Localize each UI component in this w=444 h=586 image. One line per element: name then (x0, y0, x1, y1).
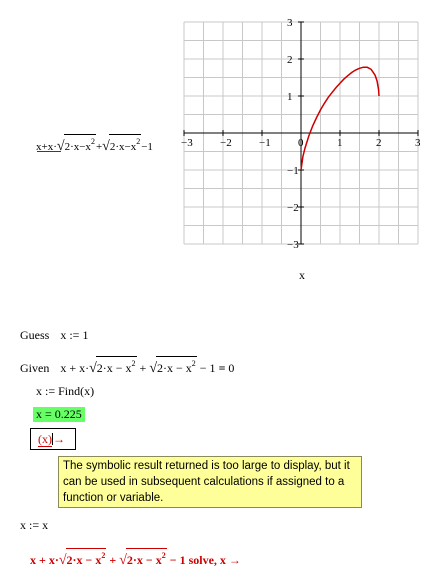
x-tick-label: 1 (337, 137, 343, 149)
x-tick-label: 3 (415, 137, 421, 149)
x-tick-label: 0 (298, 137, 304, 149)
x-tick-label: −1 (259, 137, 271, 149)
symbolic-result-tooltip: The symbolic result returned is too large to display, but it can be used in subsequent calculations if assigned to a function or variable. (58, 456, 362, 508)
y-tick-label: −3 (287, 239, 299, 251)
find-assignment[interactable]: x := Find(x) (36, 384, 95, 398)
guess-line[interactable] (20, 328, 88, 343)
guess-keyword: Guess (20, 328, 50, 342)
y-tick-label: −2 (287, 202, 299, 214)
plot-axes (184, 22, 418, 244)
radicand: $2\cdot x-x^2$ (64, 134, 96, 154)
expr-part: + (95, 141, 103, 153)
y-expression-underline (37, 151, 61, 152)
expr-part: x+x· (36, 141, 57, 153)
sqrt-symbol-icon: √ (149, 361, 158, 376)
symbolic-arrow-icon: → (53, 432, 65, 446)
y-tick-label: 2 (287, 54, 293, 66)
x-tick-label: 2 (376, 137, 382, 149)
given-equation: $x + x\cdot√2\cdot x - x^2 + √2\cdot x - x^2 - 1 = 0$ (60, 361, 234, 375)
solve-line[interactable]: $x + x\cdot√2\cdot x - x^2 + √2\cdot x - x^2 - 1$ solve, x → (30, 548, 241, 569)
y-tick-label: 3 (287, 17, 293, 29)
y-tick-label: −1 (287, 165, 299, 177)
expr-part: −1 (141, 141, 153, 153)
given-line[interactable] (20, 356, 234, 377)
symbolic-arrow-icon: → (228, 553, 241, 567)
sqrt-symbol-icon: √ (119, 553, 127, 568)
guess-assignment: x := 1 (60, 328, 89, 342)
x-tick-label: −3 (181, 137, 193, 149)
sqrt-symbol-icon: √ (89, 361, 97, 376)
reassign-line[interactable]: x := x (20, 518, 49, 532)
sqrt-symbol-icon: √ (56, 139, 65, 154)
sqrt-symbol-icon: √ (102, 139, 110, 154)
plot-area[interactable] (170, 10, 434, 260)
radicand: $2\cdot x-x^2$ (109, 134, 141, 154)
sqrt-symbol-icon: √ (58, 553, 67, 568)
plot-x-label[interactable]: x (299, 268, 305, 282)
y-tick-label: 1 (287, 91, 293, 103)
symbolic-input: (x) (38, 432, 52, 446)
symbolic-eval-expression[interactable] (38, 432, 65, 447)
x-tick-label: −2 (220, 137, 232, 149)
find-result[interactable]: x = 0.225 (33, 407, 85, 422)
given-keyword: Given (20, 361, 50, 375)
